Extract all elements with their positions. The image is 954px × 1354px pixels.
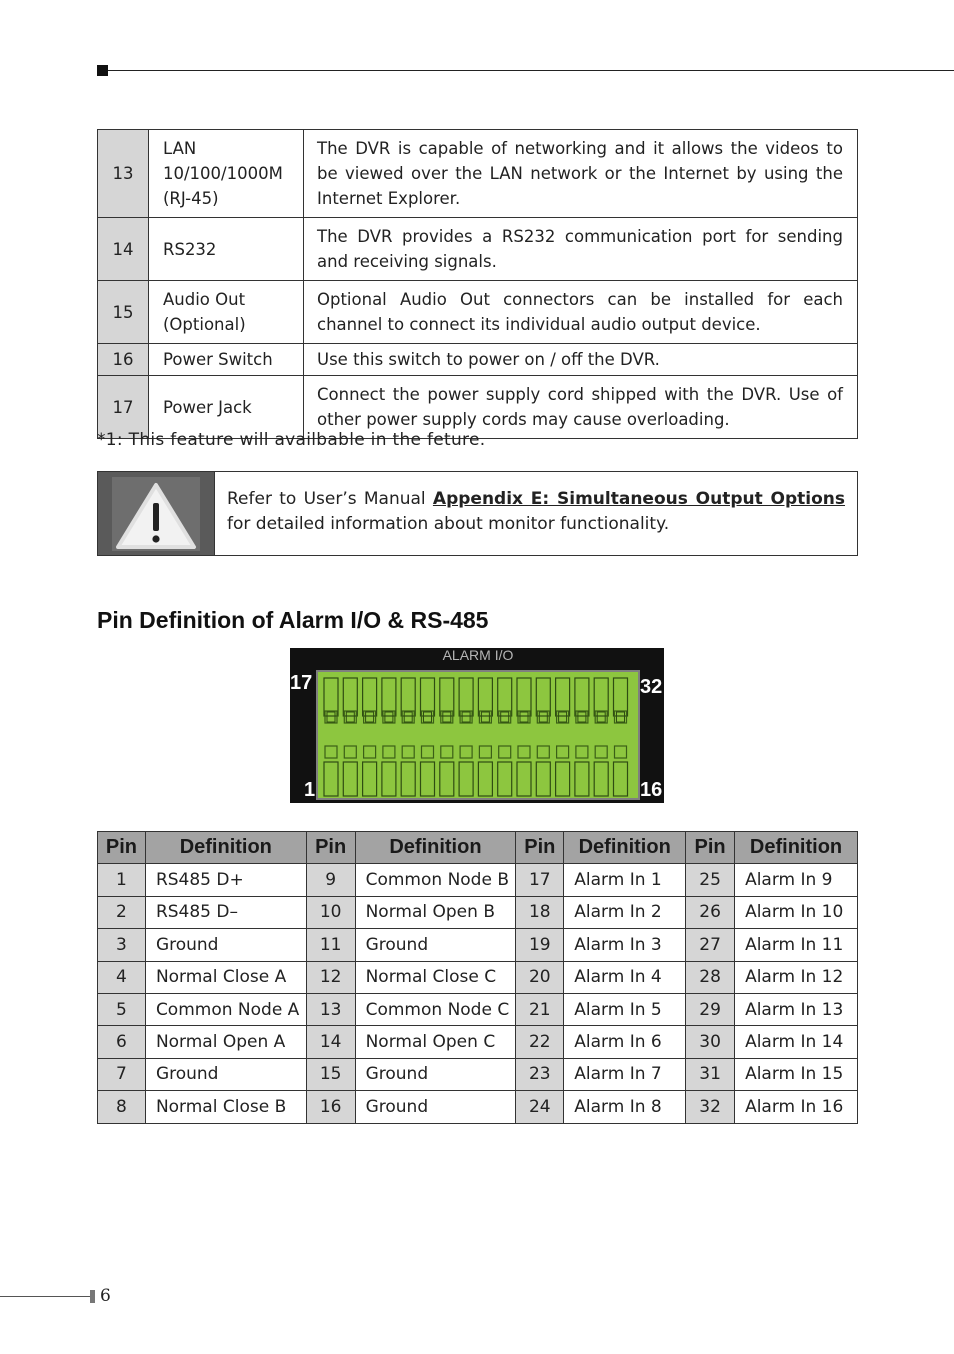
pin-definition-cell: Alarm In 6 bbox=[564, 1026, 686, 1058]
pin-definition-cell: Common Node A bbox=[145, 993, 306, 1025]
pin-number-cell: 25 bbox=[686, 864, 735, 896]
port-description-table bbox=[97, 129, 858, 439]
pin-definition-cell: RS485 D– bbox=[145, 896, 306, 928]
pin-definition-cell: Normal Open A bbox=[145, 1026, 306, 1058]
pin-number-cell: 32 bbox=[686, 1091, 735, 1123]
notice-text-before: Refer to User’s Manual bbox=[227, 489, 433, 509]
pin-number-cell: 16 bbox=[306, 1091, 355, 1123]
pin-definition-cell: Normal Close B bbox=[145, 1091, 306, 1123]
column-header: Pin bbox=[686, 832, 735, 864]
pin-label-32: 32 bbox=[640, 676, 663, 698]
section-title: Pin Definition of Alarm I/O & RS-485 bbox=[97, 607, 489, 633]
table-row bbox=[98, 1026, 858, 1058]
alarm-io-connector-diagram bbox=[290, 648, 664, 803]
pin-definition-cell: Alarm In 4 bbox=[564, 961, 686, 993]
pin-number-cell: 4 bbox=[98, 961, 146, 993]
pin-number-cell: 22 bbox=[516, 1026, 564, 1058]
pin-definition-cell: Ground bbox=[355, 1091, 516, 1123]
pin-definition-cell: Normal Open C bbox=[355, 1026, 516, 1058]
pin-number-cell: 10 bbox=[306, 896, 355, 928]
table-row bbox=[98, 1058, 858, 1090]
pin-label-16: 16 bbox=[640, 779, 663, 801]
port-name: Power Jack bbox=[149, 376, 304, 439]
table-row bbox=[98, 218, 858, 281]
port-number: 14 bbox=[98, 218, 149, 281]
notice-box bbox=[97, 471, 858, 556]
port-description: Connect the power supply cord shipped with the DVR. Use of other power supply cords may cause overloading. bbox=[304, 376, 858, 439]
column-header: Definition bbox=[564, 832, 686, 864]
port-name: LAN 10/100/1000M (RJ-45) bbox=[149, 130, 304, 218]
notice-icon-cell bbox=[98, 472, 215, 555]
pin-number-cell: 30 bbox=[686, 1026, 735, 1058]
pin-definition-cell: Alarm In 9 bbox=[735, 864, 858, 896]
pin-number-cell: 3 bbox=[98, 929, 146, 961]
table-row bbox=[98, 1091, 858, 1123]
warning-icon bbox=[112, 477, 200, 551]
pin-number-cell: 29 bbox=[686, 993, 735, 1025]
pin-number-cell: 24 bbox=[516, 1091, 564, 1123]
column-header: Definition bbox=[355, 832, 516, 864]
pin-definition-cell: RS485 D+ bbox=[145, 864, 306, 896]
column-header: Pin bbox=[516, 832, 564, 864]
pin-number-cell: 1 bbox=[98, 864, 146, 896]
footer-tick bbox=[90, 1290, 95, 1303]
pin-number-cell: 6 bbox=[98, 1026, 146, 1058]
pin-number-cell: 12 bbox=[306, 961, 355, 993]
pin-number-cell: 14 bbox=[306, 1026, 355, 1058]
pin-label-17: 17 bbox=[290, 672, 313, 694]
port-description: The DVR is capable of networking and it allows the videos to be viewed over the LAN network or the Internet by using the Internet Explorer. bbox=[304, 130, 858, 218]
column-header: Pin bbox=[306, 832, 355, 864]
pin-label-1: 1 bbox=[304, 779, 316, 801]
pin-definition-table bbox=[97, 831, 858, 1124]
pin-number-cell: 31 bbox=[686, 1058, 735, 1090]
port-number: 13 bbox=[98, 130, 149, 218]
pin-number-cell: 19 bbox=[516, 929, 564, 961]
pin-number-cell: 27 bbox=[686, 929, 735, 961]
port-number: 17 bbox=[98, 376, 149, 439]
pin-number-cell: 20 bbox=[516, 961, 564, 993]
column-header: Definition bbox=[145, 832, 306, 864]
footer-rule bbox=[0, 1296, 90, 1297]
column-header: Pin bbox=[98, 832, 146, 864]
pin-definition-cell: Alarm In 8 bbox=[564, 1091, 686, 1123]
pin-definition-cell: Alarm In 10 bbox=[735, 896, 858, 928]
pin-number-cell: 28 bbox=[686, 961, 735, 993]
header-square-marker bbox=[97, 65, 108, 76]
port-name: Power Switch bbox=[149, 344, 304, 376]
pin-definition-cell: Alarm In 16 bbox=[735, 1091, 858, 1123]
pin-definition-cell: Common Node C bbox=[355, 993, 516, 1025]
pin-definition-cell: Normal Close C bbox=[355, 961, 516, 993]
table-row bbox=[98, 344, 858, 376]
notice-text-after: for detailed information about monitor functionality. bbox=[227, 514, 670, 534]
pin-definition-cell: Ground bbox=[145, 929, 306, 961]
pin-definition-cell: Ground bbox=[355, 1058, 516, 1090]
pin-definition-cell: Normal Open B bbox=[355, 896, 516, 928]
pin-definition-cell: Alarm In 7 bbox=[564, 1058, 686, 1090]
table-header-row bbox=[98, 832, 858, 864]
pin-number-cell: 18 bbox=[516, 896, 564, 928]
table-row bbox=[98, 993, 858, 1025]
table-row bbox=[98, 896, 858, 928]
pin-number-cell: 2 bbox=[98, 896, 146, 928]
table-row bbox=[98, 130, 858, 218]
pin-definition-cell: Alarm In 15 bbox=[735, 1058, 858, 1090]
pin-definition-cell: Alarm In 3 bbox=[564, 929, 686, 961]
port-name: Audio Out (Optional) bbox=[149, 281, 304, 344]
port-description: Use this switch to power on / off the DVR. bbox=[304, 344, 858, 376]
pin-definition-cell: Alarm In 12 bbox=[735, 961, 858, 993]
pin-definition-cell: Alarm In 11 bbox=[735, 929, 858, 961]
pin-definition-cell: Ground bbox=[355, 929, 516, 961]
pin-number-cell: 9 bbox=[306, 864, 355, 896]
pin-number-cell: 8 bbox=[98, 1091, 146, 1123]
column-header: Definition bbox=[735, 832, 858, 864]
header-rule bbox=[108, 70, 954, 71]
pin-number-cell: 5 bbox=[98, 993, 146, 1025]
pin-number-cell: 7 bbox=[98, 1058, 146, 1090]
connector-label: ALARM I/O bbox=[442, 648, 514, 663]
pin-definition-cell: Alarm In 2 bbox=[564, 896, 686, 928]
pin-definition-cell: Alarm In 1 bbox=[564, 864, 686, 896]
port-number: 15 bbox=[98, 281, 149, 344]
pin-definition-cell: Common Node B bbox=[355, 864, 516, 896]
pin-number-cell: 15 bbox=[306, 1058, 355, 1090]
pin-number-cell: 21 bbox=[516, 993, 564, 1025]
pin-number-cell: 13 bbox=[306, 993, 355, 1025]
appendix-link[interactable]: Appendix E: Simultaneous Output Options bbox=[432, 489, 846, 509]
notice-text bbox=[227, 487, 845, 537]
footnote: *1: This feature will availbable in the feture. bbox=[97, 430, 486, 450]
pin-number-cell: 23 bbox=[516, 1058, 564, 1090]
pin-number-cell: 17 bbox=[516, 864, 564, 896]
port-description: The DVR provides a RS232 communication port for sending and receiving signals. bbox=[304, 218, 858, 281]
table-row bbox=[98, 864, 858, 896]
port-number: 16 bbox=[98, 344, 149, 376]
pin-number-cell: 26 bbox=[686, 896, 735, 928]
pin-number-cell: 11 bbox=[306, 929, 355, 961]
table-row bbox=[98, 281, 858, 344]
table-row bbox=[98, 961, 858, 993]
pin-definition-cell: Alarm In 13 bbox=[735, 993, 858, 1025]
port-name: RS232 bbox=[149, 218, 304, 281]
table-row bbox=[98, 929, 858, 961]
pin-definition-cell: Alarm In 5 bbox=[564, 993, 686, 1025]
page-number: 6 bbox=[100, 1286, 111, 1306]
port-description: Optional Audio Out connectors can be installed for each channel to connect its individual audio output device. bbox=[304, 281, 858, 344]
pin-definition-cell: Normal Close A bbox=[145, 961, 306, 993]
pin-definition-cell: Ground bbox=[145, 1058, 306, 1090]
pin-definition-cell: Alarm In 14 bbox=[735, 1026, 858, 1058]
